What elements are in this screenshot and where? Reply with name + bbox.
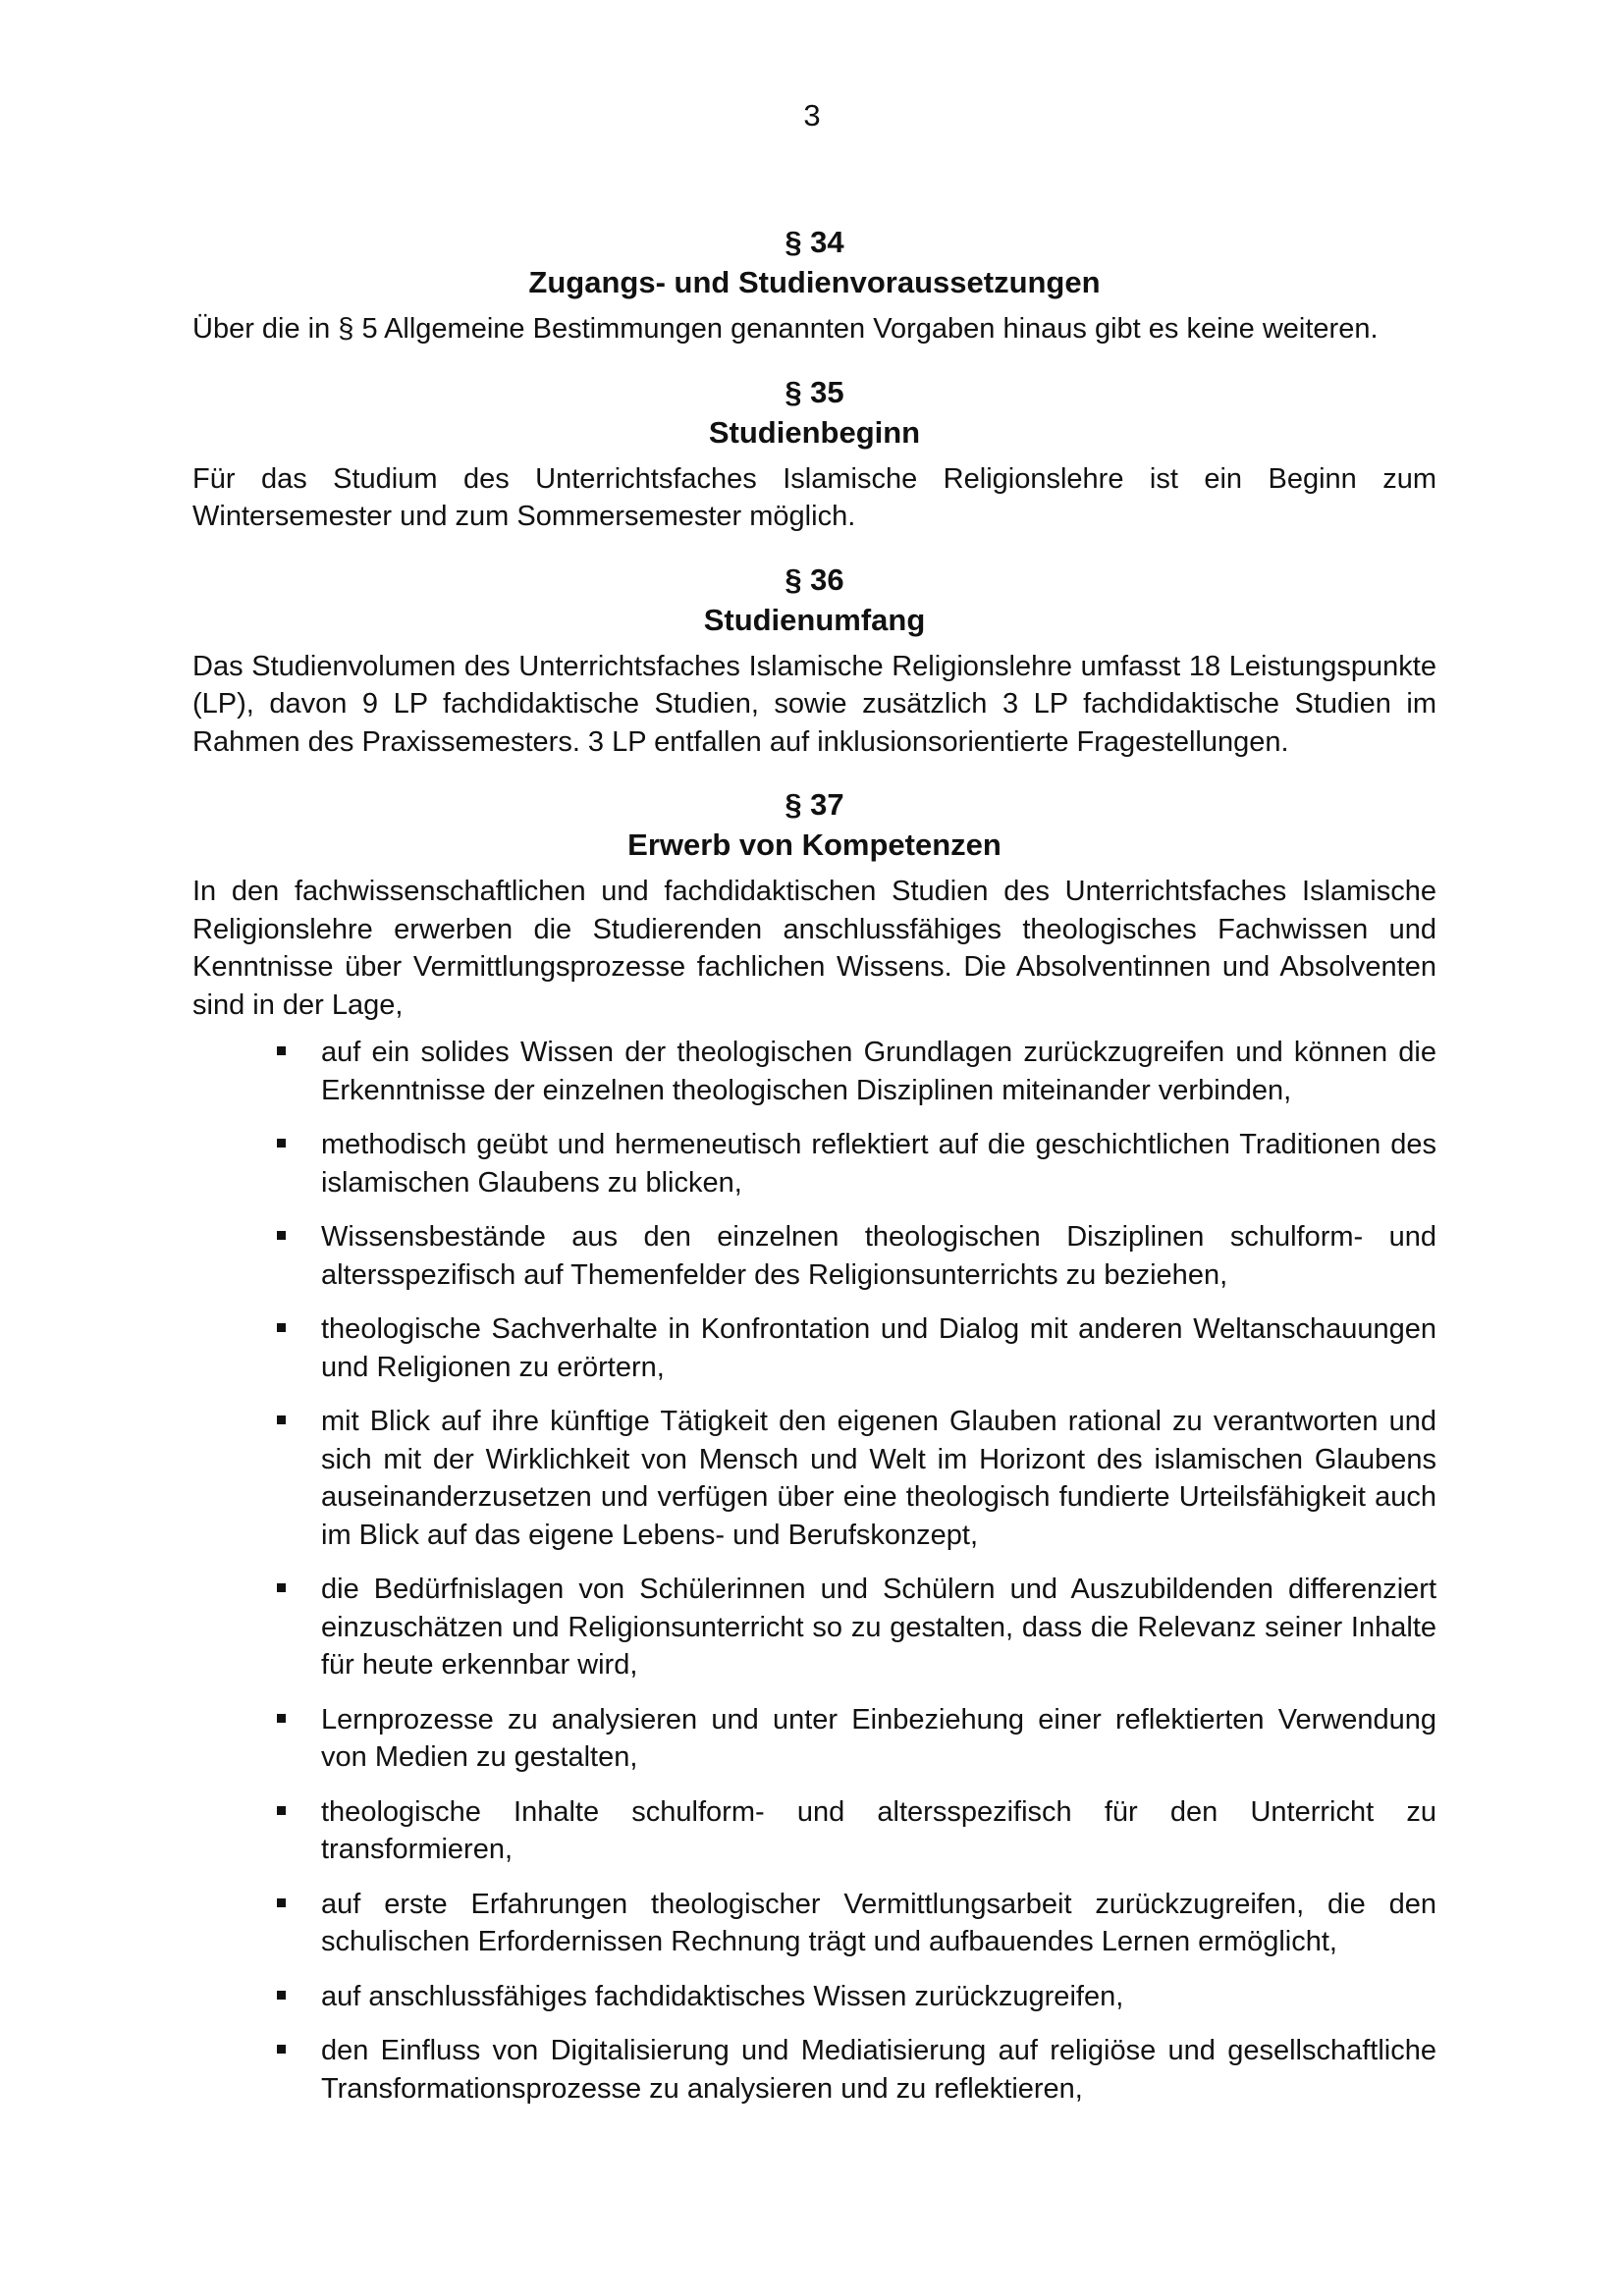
- section-36: [192, 560, 1436, 762]
- bullet-square-icon: [277, 1231, 286, 1240]
- section-34: [192, 222, 1436, 348]
- bullet-square-icon: [277, 1583, 286, 1592]
- section-35: [192, 372, 1436, 536]
- list-item: [192, 1793, 1436, 1869]
- list-item-text: mit Blick auf ihre künftige Tätigkeit den eigenen Glauben rational zu verantworten und sich mit der Wirklichkeit von Mensch und Welt im Horizont des islamischen Glaubens auseinanderzusetzen und verfügen über eine theologisch fundierte Urteilsfähigkeit auch im Blick auf das eigene Lebens- und Berufskonzept,: [321, 1406, 1436, 1551]
- section-title: Studienumfang: [703, 602, 926, 637]
- list-item: [192, 2032, 1436, 2108]
- section-text: Für das Studium des Unterrichtsfaches Islamische Religionslehre ist ein Beginn zum Wintersemester und zum Sommersemester möglich.: [192, 462, 1436, 532]
- section-number: § 34: [785, 225, 844, 259]
- list-item-text: auf ein solides Wissen der theologischen Grundlagen zurückzugreifen und können die Erkenntnisse der einzelnen theologischen Disziplinen miteinander verbinden,: [321, 1037, 1436, 1106]
- list-item-text: auf erste Erfahrungen theologischer Vermittlungsarbeit zurückzugreifen, die den schulischen Erfordernissen Rechnung trägt und aufbauendes Lernen ermöglicht,: [321, 1888, 1436, 1957]
- section-heading: [192, 560, 1436, 640]
- section-text: Über die in § 5 Allgemeine Bestimmungen genannten Vorgaben hinaus gibt es keine weiteren.: [192, 313, 1379, 345]
- list-item-text: die Bedürfnislagen von Schülerinnen und Schülern und Auszubildenden differenziert einzuschätzen und Religionsunterricht so zu gestalten, dass die Relevanz seiner Inhalte für heute erkennbar wird,: [321, 1574, 1436, 1681]
- list-item-text: methodisch geübt und hermeneutisch reflektiert auf die geschichtlichen Traditionen des islamischen Glaubens zu blicken,: [321, 1129, 1436, 1199]
- bullet-square-icon: [277, 1806, 286, 1815]
- section-heading: [192, 222, 1436, 302]
- list-item: [192, 1978, 1436, 2016]
- section-text: In den fachwissenschaftlichen und fachdidaktischen Studien des Unterrichtsfaches Islamische Religionslehre erwerben die Studierenden anschlussfähiges theologisches Fachwissen und Kenntnisse über Vermittlungsprozesse fachlichen Wissens. Die Absolventinnen und Absolventen sind in der Lage,: [192, 876, 1436, 1021]
- list-item-text: den Einfluss von Digitalisierung und Mediatisierung auf religiöse und gesellschaftliche Transformationsprozesse zu analysieren und zu reflektieren,: [321, 2035, 1436, 2105]
- page-number: 3: [803, 98, 821, 133]
- section-text: Das Studienvolumen des Unterrichtsfaches Islamische Religionslehre umfasst 18 Leistungspunkte (LP), davon 9 LP fachdidaktische Studien, sowie zusätzlich 3 LP fachdidaktische Studien im Rahmen des Praxissemesters. 3 LP entfallen auf inklusionsorientierte Fragestellungen.: [192, 650, 1436, 758]
- document-body: [192, 222, 1436, 2131]
- bullet-square-icon: [277, 2045, 286, 2054]
- list-item-text: theologische Inhalte schulform- und altersspezifisch für den Unterricht zu transformieren,: [321, 1795, 1436, 1865]
- list-item: [192, 1571, 1436, 1684]
- list-item-text: Lernprozesse zu analysieren und unter Einbeziehung einer reflektierten Verwendung von Medien zu gestalten,: [321, 1703, 1436, 1773]
- section-number: § 36: [785, 561, 844, 597]
- section-heading: [192, 784, 1436, 865]
- bullet-square-icon: [277, 1323, 286, 1332]
- list-item: [192, 1403, 1436, 1554]
- section-heading: [192, 372, 1436, 453]
- bullet-square-icon: [277, 1898, 286, 1907]
- section-37: [192, 784, 1436, 2108]
- list-item: [192, 1034, 1436, 1109]
- list-item-text: auf anschlussfähiges fachdidaktisches Wissen zurückzugreifen,: [321, 1980, 1124, 2012]
- list-item: [192, 1126, 1436, 1201]
- section-title: Erwerb von Kompetenzen: [627, 828, 1001, 862]
- competence-list: [192, 1034, 1436, 2108]
- section-number: § 35: [785, 374, 844, 409]
- list-item: [192, 1218, 1436, 1294]
- section-number: § 37: [785, 787, 844, 822]
- list-item: [192, 1701, 1436, 1777]
- list-item-text: theologische Sachverhalte in Konfrontation und Dialog mit anderen Weltanschauungen und Religionen zu erörtern,: [321, 1313, 1436, 1383]
- bullet-square-icon: [277, 1991, 286, 2000]
- bullet-square-icon: [277, 1714, 286, 1723]
- section-title: Zugangs- und Studienvoraussetzungen: [528, 265, 1101, 299]
- list-item: [192, 1310, 1436, 1386]
- bullet-square-icon: [277, 1046, 286, 1055]
- bullet-square-icon: [277, 1139, 286, 1148]
- section-title: Studienbeginn: [708, 414, 921, 450]
- bullet-square-icon: [277, 1415, 286, 1424]
- list-item: [192, 1886, 1436, 1961]
- list-item-text: Wissensbestände aus den einzelnen theologischen Disziplinen schulform- und altersspezifisch auf Themenfelder des Religionsunterrichts zu beziehen,: [321, 1221, 1436, 1291]
